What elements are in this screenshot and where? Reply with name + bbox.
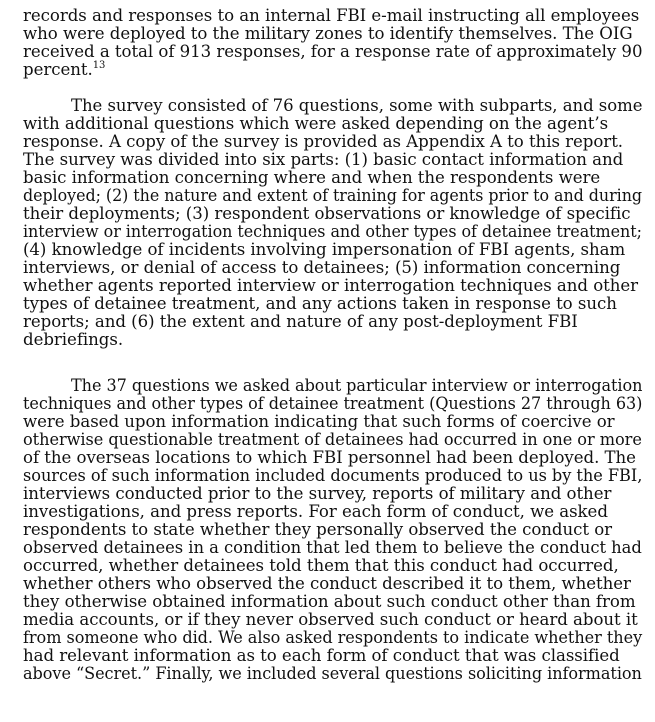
paragraph-2-line-6: deployed; (2) the nature and extent of training for agents prior to and during	[23, 186, 643, 205]
paragraph-3-line-6: sources of such information included documents produced to us by the FBI,	[23, 466, 643, 485]
paragraph-3-line-17: above “Secret.” Finally, we included several questions soliciting information	[23, 664, 642, 683]
paragraph-2-line-12: types of detainee treatment, and any actions taken in response to such	[23, 294, 617, 313]
paragraph-1-line-4-text: percent.	[23, 60, 93, 79]
paragraph-3-line-12: whether others who observed the conduct described it to them, whether	[23, 574, 631, 593]
paragraph-3-line-5: of the overseas locations to which FBI personnel had been deployed. The	[23, 448, 636, 467]
paragraph-3-line-11: occurred, whether detainees told them that this conduct had occurred,	[23, 556, 619, 575]
paragraph-3-line-10: observed detainees in a condition that led them to believe the conduct had	[23, 538, 642, 557]
paragraph-1-line-4	[23, 61, 105, 79]
paragraph-3-line-8: investigations, and press reports. For each form of conduct, we asked	[23, 502, 608, 521]
paragraph-1-line-1: records and responses to an internal FBI e-mail instructing all employees	[23, 6, 640, 25]
paragraph-3-line-13: they otherwise obtained information about such conduct other than from	[23, 592, 636, 611]
paragraph-2-line-5: basic information concerning where and when the respondents were	[23, 168, 601, 187]
paragraph-3-line-14: media accounts, or if they never observed such conduct or heard about it	[23, 610, 638, 629]
paragraph-3-line-2: techniques and other types of detainee treatment (Questions 27 through 63)	[23, 394, 643, 413]
paragraph-1-line-2: who were deployed to the military zones to identify themselves. The OIG	[23, 24, 633, 43]
paragraph-2-line-1: The survey consisted of 76 questions, some with subparts, and some	[71, 96, 643, 115]
paragraph-2-line-8: interview or interrogation techniques and other types of detainee treatment;	[23, 222, 642, 241]
paragraph-1-line-3: received a total of 913 responses, for a response rate of approximately 90	[23, 42, 643, 61]
footnote-reference: 13	[92, 60, 106, 71]
paragraph-2-line-2: with additional questions which were asked depending on the agent’s	[23, 114, 609, 133]
paragraph-2-line-3: response. A copy of the survey is provided as Appendix A to this report.	[23, 132, 624, 151]
paragraph-3-line-3: were based upon information indicating that such forms of coercive or	[23, 412, 615, 431]
paragraph-2-line-9: (4) knowledge of incidents involving impersonation of FBI agents, sham	[23, 240, 626, 259]
paragraph-3-line-15: from someone who did. We also asked respondents to indicate whether they	[23, 628, 643, 647]
paragraph-3-line-1: The 37 questions we asked about particular interview or interrogation	[71, 376, 643, 395]
paragraph-3-line-9: respondents to state whether they personally observed the conduct or	[23, 520, 613, 539]
paragraph-2-line-7: their deployments; (3) respondent observations or knowledge of specific	[23, 204, 631, 223]
paragraph-2-line-11: whether agents reported interview or interrogation techniques and other	[23, 276, 639, 295]
paragraph-3-line-7: interviews conducted prior to the survey, reports of military and other	[23, 484, 612, 503]
paragraph-2-line-13: reports; and (6) the extent and nature of any post-deployment FBI	[23, 312, 578, 331]
paragraph-2-line-10: interviews, or denial of access to detainees; (5) information concerning	[23, 258, 621, 277]
paragraph-2-line-14: debriefings.	[23, 330, 124, 349]
paragraph-2-line-4: The survey was divided into six parts: (1) basic contact information and	[23, 150, 624, 169]
paragraph-3-line-4: otherwise questionable treatment of detainees had occurred in one or more	[23, 430, 642, 449]
paragraph-3-line-16: had relevant information as to each form of conduct that was classified	[23, 646, 620, 665]
